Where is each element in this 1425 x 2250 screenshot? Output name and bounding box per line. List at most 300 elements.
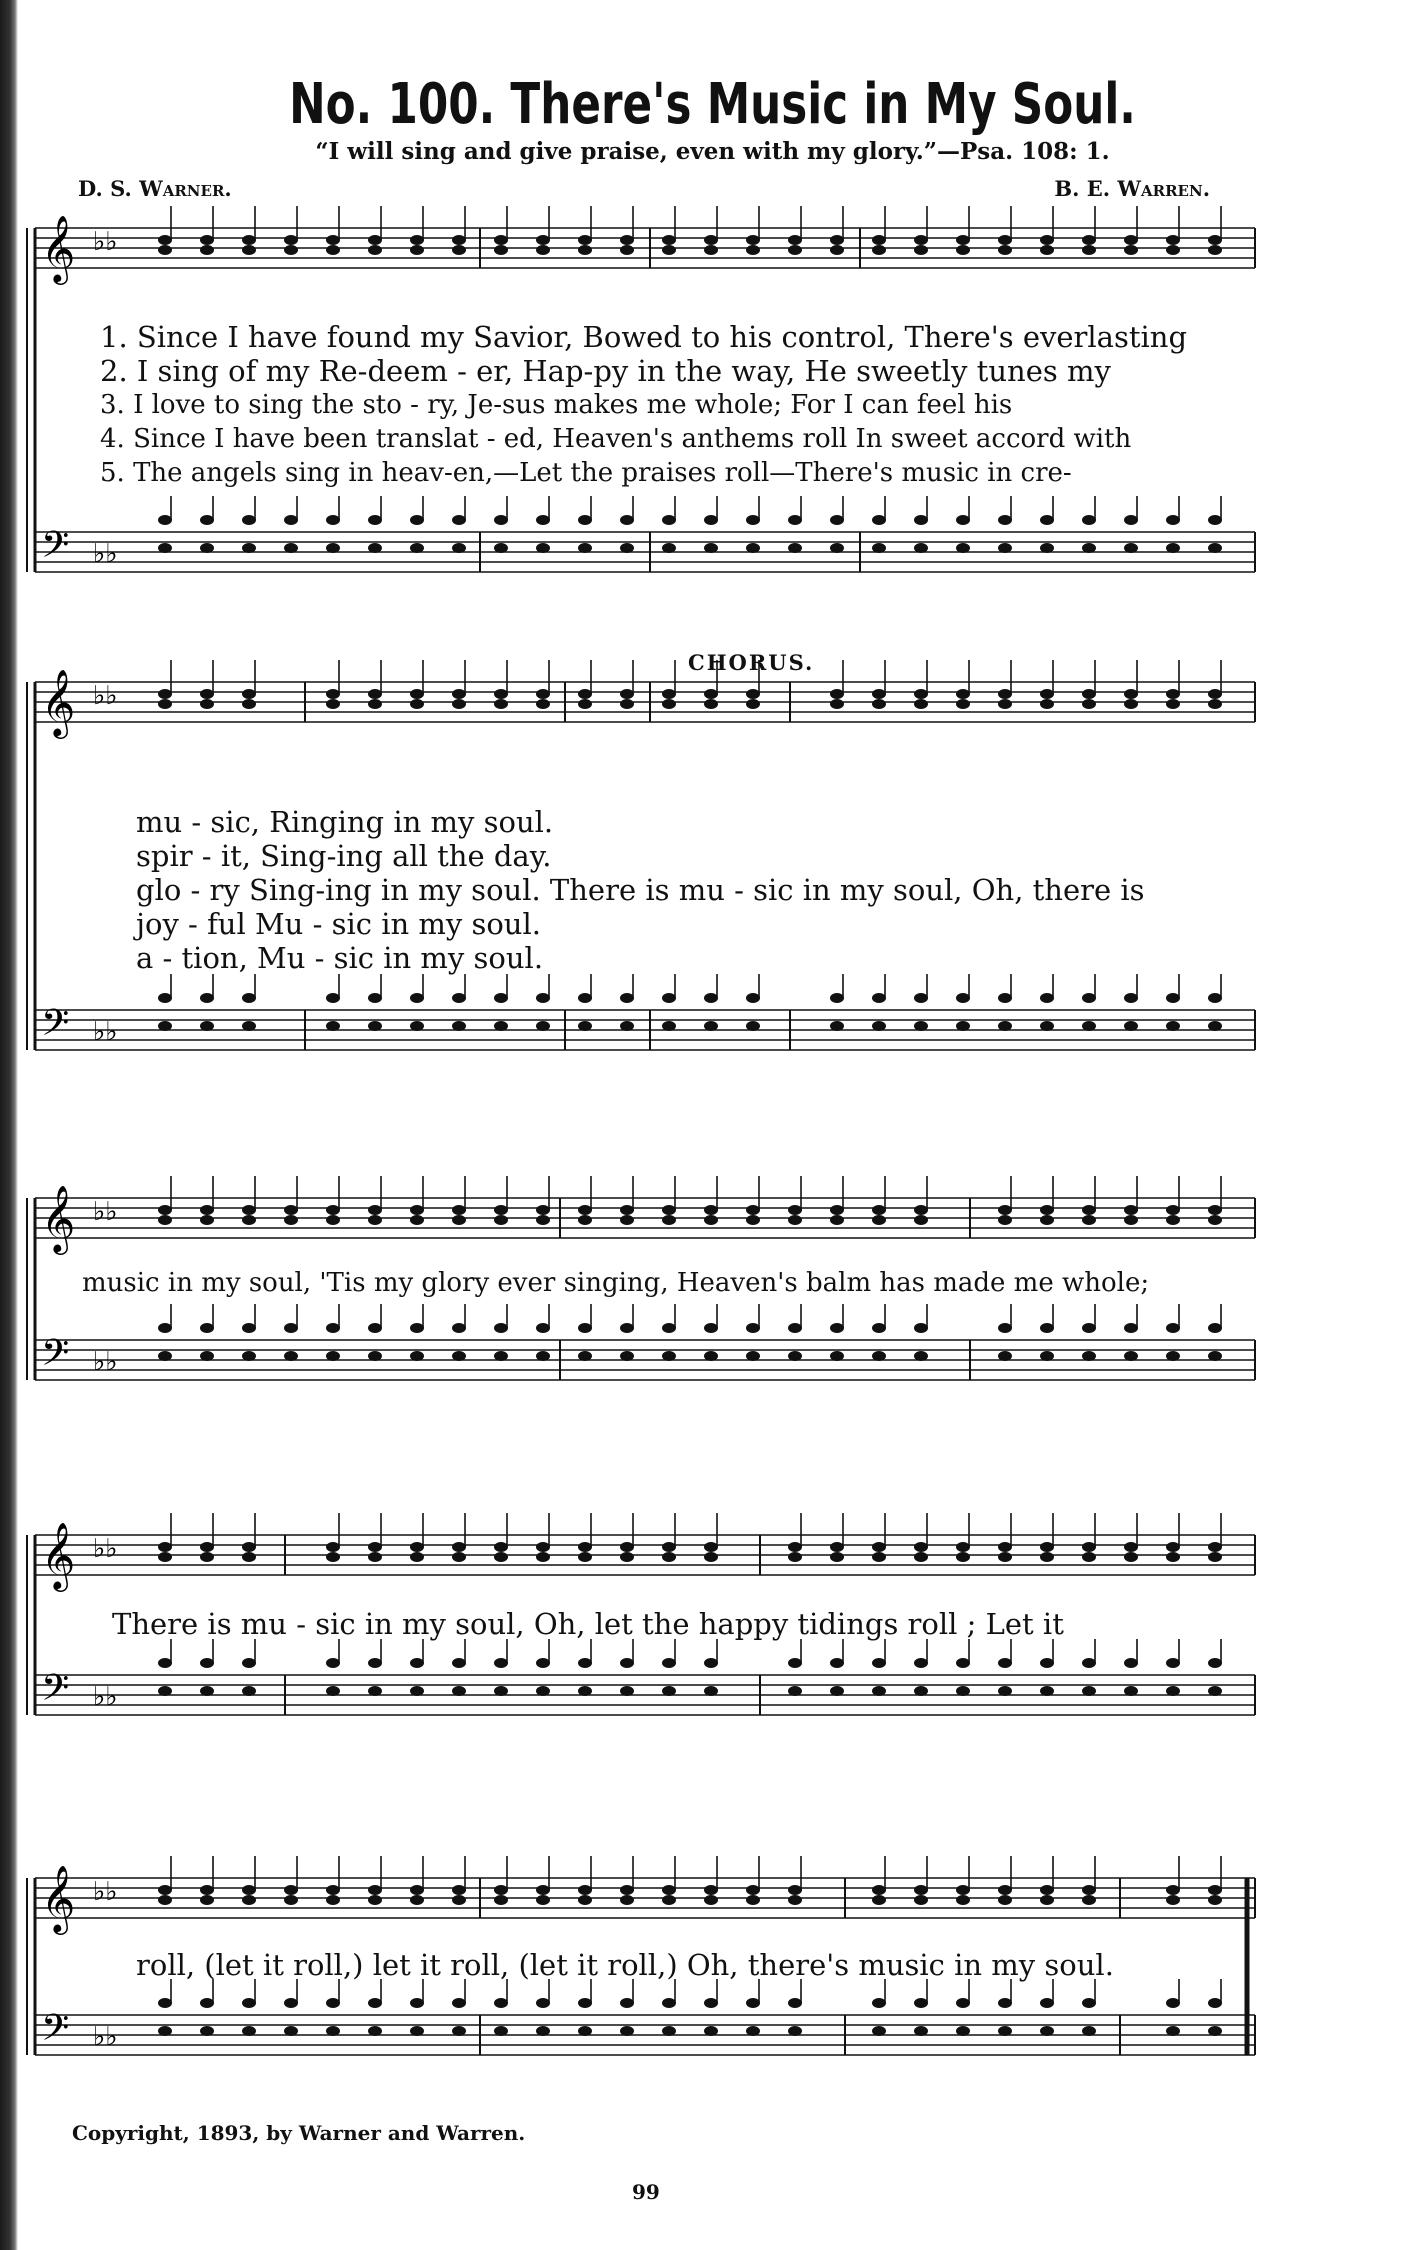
note-head xyxy=(1082,235,1096,245)
note-head xyxy=(662,993,676,1003)
note-head xyxy=(1040,1542,1054,1552)
note-head xyxy=(158,1686,172,1696)
note-head xyxy=(704,1205,718,1215)
note-head xyxy=(1082,1686,1096,1696)
note-head xyxy=(1082,993,1096,1003)
note-head xyxy=(830,235,844,245)
note-head xyxy=(1124,1205,1138,1215)
note-head xyxy=(536,2026,550,2036)
hymn-title: No. 100. There's Music in My Soul. xyxy=(289,72,1136,137)
note-head xyxy=(620,1323,634,1333)
bass-clef-icon: 𝄢 xyxy=(41,1332,70,1383)
flat-signature-icon: ♭♭ xyxy=(93,1347,118,1377)
note-head xyxy=(284,1885,298,1895)
note-head xyxy=(1166,1542,1180,1552)
note-head xyxy=(536,699,550,709)
note-head xyxy=(662,1021,676,1031)
note-head xyxy=(494,699,508,709)
note-head xyxy=(494,2026,508,2036)
note-head xyxy=(452,2026,466,2036)
verse-5-line-1: 5. The angels sing in heav-en,—Let the praises roll—There's music in cre- xyxy=(100,458,1072,488)
note-head xyxy=(536,245,550,255)
note-head xyxy=(956,1021,970,1031)
note-head xyxy=(1040,1686,1054,1696)
note-head xyxy=(410,1323,424,1333)
note-head xyxy=(326,1215,340,1225)
note-head xyxy=(578,1542,592,1552)
verse-4-line-2: joy - ful Mu - sic in my soul. xyxy=(136,907,541,941)
note-head xyxy=(536,515,550,525)
note-head xyxy=(1208,1658,1222,1668)
note-head xyxy=(788,1686,802,1696)
note-head xyxy=(704,1351,718,1361)
note-head xyxy=(1166,235,1180,245)
note-head xyxy=(662,1686,676,1696)
note-head xyxy=(998,1885,1012,1895)
note-head xyxy=(1124,1021,1138,1031)
note-head xyxy=(662,1658,676,1668)
note-head xyxy=(914,1552,928,1562)
note-head xyxy=(872,699,886,709)
note-head xyxy=(620,1351,634,1361)
note-head xyxy=(1040,235,1054,245)
note-head xyxy=(242,245,256,255)
note-head xyxy=(410,1021,424,1031)
note-head xyxy=(620,1895,634,1905)
note-head xyxy=(200,515,214,525)
note-head xyxy=(1082,1885,1096,1895)
copyright-notice: Copyright, 1893, by Warner and Warren. xyxy=(72,2121,526,2145)
note-head xyxy=(284,235,298,245)
note-head xyxy=(872,1895,886,1905)
note-head xyxy=(830,1021,844,1031)
note-head xyxy=(494,1215,508,1225)
flat-signature-icon: ♭♭ xyxy=(93,2022,118,2052)
note-head xyxy=(914,2026,928,2036)
note-head xyxy=(746,543,760,553)
note-head xyxy=(536,1351,550,1361)
note-head xyxy=(872,993,886,1003)
note-head xyxy=(578,245,592,255)
composer-credit: B. E. Warren. xyxy=(1054,176,1210,201)
treble-clef-icon: 𝄞 xyxy=(41,1184,76,1252)
note-head xyxy=(326,515,340,525)
verse-2-line-1: 2. I sing of my Re-deem - er, Hap-py in the way, He sweetly tunes my xyxy=(100,354,1111,388)
note-head xyxy=(578,1658,592,1668)
note-head xyxy=(410,1885,424,1895)
note-head xyxy=(956,1998,970,2008)
note-head xyxy=(1040,1323,1054,1333)
flat-signature-icon: ♭♭ xyxy=(93,1197,118,1227)
note-head xyxy=(494,1552,508,1562)
note-head xyxy=(1124,1658,1138,1668)
note-head xyxy=(284,1323,298,1333)
bass-clef-icon: 𝄢 xyxy=(41,2007,70,2058)
note-head xyxy=(662,2026,676,2036)
note-head xyxy=(368,1895,382,1905)
verse-2-line-2: spir - it, Sing-ing all the day. xyxy=(136,839,552,873)
note-head xyxy=(788,1552,802,1562)
note-head xyxy=(452,245,466,255)
note-head xyxy=(494,1021,508,1031)
note-head xyxy=(368,1323,382,1333)
note-head xyxy=(1124,543,1138,553)
note-head xyxy=(536,1021,550,1031)
note-head xyxy=(452,993,466,1003)
note-head xyxy=(578,1686,592,1696)
note-head xyxy=(872,1686,886,1696)
note-head xyxy=(326,1885,340,1895)
note-head xyxy=(158,515,172,525)
note-head xyxy=(452,1998,466,2008)
note-head xyxy=(872,2026,886,2036)
note-head xyxy=(158,2026,172,2036)
note-head xyxy=(830,1552,844,1562)
note-head xyxy=(704,993,718,1003)
note-head xyxy=(1208,1542,1222,1552)
verse-3-line-1: 3. I love to sing the sto - ry, Je-sus makes me whole; For I can feel his xyxy=(100,390,1013,420)
note-head xyxy=(326,699,340,709)
note-head xyxy=(242,699,256,709)
note-head xyxy=(704,1323,718,1333)
note-head xyxy=(746,1215,760,1225)
note-head xyxy=(704,1658,718,1668)
note-head xyxy=(494,993,508,1003)
note-head xyxy=(200,1998,214,2008)
chorus-line-3: roll, (let it roll,) let it roll, (let it roll,) Oh, there's music in my soul. xyxy=(136,1948,1114,1982)
note-head xyxy=(368,2026,382,2036)
note-head xyxy=(158,1215,172,1225)
note-head xyxy=(494,1542,508,1552)
note-head xyxy=(494,515,508,525)
flat-signature-icon: ♭♭ xyxy=(93,1877,118,1907)
note-head xyxy=(200,1351,214,1361)
note-head xyxy=(914,235,928,245)
note-head xyxy=(1040,1205,1054,1215)
note-head xyxy=(368,1021,382,1031)
flat-signature-icon: ♭♭ xyxy=(93,1534,118,1564)
treble-clef-icon: 𝄞 xyxy=(41,668,76,736)
note-head xyxy=(830,515,844,525)
note-head xyxy=(284,1215,298,1225)
note-head xyxy=(620,1542,634,1552)
note-head xyxy=(158,1552,172,1562)
note-head xyxy=(1208,689,1222,699)
note-head xyxy=(704,2026,718,2036)
note-head xyxy=(620,1658,634,1668)
note-head xyxy=(830,689,844,699)
note-head xyxy=(998,1021,1012,1031)
note-head xyxy=(536,543,550,553)
note-head xyxy=(1166,1323,1180,1333)
note-head xyxy=(620,1552,634,1562)
note-head xyxy=(410,689,424,699)
note-head xyxy=(536,1895,550,1905)
note-head xyxy=(410,1542,424,1552)
note-head xyxy=(284,245,298,255)
note-head xyxy=(662,1323,676,1333)
note-head xyxy=(284,2026,298,2036)
note-head xyxy=(1082,689,1096,699)
note-head xyxy=(368,245,382,255)
note-head xyxy=(536,1205,550,1215)
note-head xyxy=(452,235,466,245)
note-head xyxy=(158,1885,172,1895)
note-head xyxy=(368,1542,382,1552)
note-head xyxy=(998,689,1012,699)
note-head xyxy=(662,1351,676,1361)
note-head xyxy=(494,1658,508,1668)
note-head xyxy=(704,699,718,709)
note-head xyxy=(1208,1021,1222,1031)
note-head xyxy=(158,699,172,709)
note-head xyxy=(1166,689,1180,699)
treble-clef-icon: 𝄞 xyxy=(41,1521,76,1589)
note-head xyxy=(410,1552,424,1562)
note-head xyxy=(200,993,214,1003)
note-head xyxy=(746,245,760,255)
note-head xyxy=(830,1658,844,1668)
bass-clef-icon: 𝄢 xyxy=(41,524,70,575)
flat-signature-icon: ♭♭ xyxy=(93,681,118,711)
note-head xyxy=(998,235,1012,245)
note-head xyxy=(326,2026,340,2036)
note-head xyxy=(620,515,634,525)
note-head xyxy=(284,1205,298,1215)
note-head xyxy=(956,515,970,525)
note-head xyxy=(578,1323,592,1333)
note-head xyxy=(788,1215,802,1225)
note-head xyxy=(914,245,928,255)
note-head xyxy=(872,1998,886,2008)
note-head xyxy=(1040,1895,1054,1905)
note-head xyxy=(788,235,802,245)
flat-signature-icon: ♭♭ xyxy=(93,227,118,257)
note-head xyxy=(242,1895,256,1905)
note-head xyxy=(914,1885,928,1895)
note-head xyxy=(662,515,676,525)
note-head xyxy=(620,699,634,709)
note-head xyxy=(452,1885,466,1895)
note-head xyxy=(200,1323,214,1333)
note-head xyxy=(998,1686,1012,1696)
note-head xyxy=(578,993,592,1003)
note-head xyxy=(242,1215,256,1225)
note-head xyxy=(914,1215,928,1225)
note-head xyxy=(326,1542,340,1552)
note-head xyxy=(1040,1021,1054,1031)
note-head xyxy=(1208,543,1222,553)
note-head xyxy=(662,1895,676,1905)
note-head xyxy=(494,1885,508,1895)
note-head xyxy=(200,543,214,553)
note-head xyxy=(1082,543,1096,553)
note-head xyxy=(704,543,718,553)
note-head xyxy=(452,1351,466,1361)
note-head xyxy=(452,689,466,699)
note-head xyxy=(1208,515,1222,525)
note-head xyxy=(158,993,172,1003)
note-head xyxy=(578,1205,592,1215)
note-head xyxy=(1208,1351,1222,1361)
note-head xyxy=(830,1323,844,1333)
note-head xyxy=(914,1205,928,1215)
note-head xyxy=(326,1323,340,1333)
note-head xyxy=(452,1542,466,1552)
note-head xyxy=(1166,1205,1180,1215)
note-head xyxy=(200,1895,214,1905)
note-head xyxy=(452,1323,466,1333)
note-head xyxy=(494,1998,508,2008)
note-head xyxy=(1040,689,1054,699)
note-head xyxy=(242,1885,256,1895)
chorus-line-1: music in my soul, 'Tis my glory ever singing, Heaven's balm has made me whole; xyxy=(82,1268,1150,1298)
note-head xyxy=(1082,1542,1096,1552)
note-head xyxy=(1082,1021,1096,1031)
note-head xyxy=(662,245,676,255)
note-head xyxy=(956,1885,970,1895)
note-head xyxy=(242,993,256,1003)
note-head xyxy=(494,689,508,699)
note-head xyxy=(1208,1215,1222,1225)
note-head xyxy=(158,1205,172,1215)
note-head xyxy=(746,1323,760,1333)
note-head xyxy=(1208,1205,1222,1215)
note-head xyxy=(368,689,382,699)
note-head xyxy=(242,515,256,525)
note-head xyxy=(578,1552,592,1562)
note-head xyxy=(830,699,844,709)
note-head xyxy=(662,1542,676,1552)
note-head xyxy=(1166,2026,1180,2036)
note-head xyxy=(788,1323,802,1333)
note-head xyxy=(410,1205,424,1215)
note-head xyxy=(200,1205,214,1215)
note-head xyxy=(1040,1658,1054,1668)
note-head xyxy=(1124,1351,1138,1361)
note-head xyxy=(578,1021,592,1031)
note-head xyxy=(956,1658,970,1668)
note-head xyxy=(914,1895,928,1905)
note-head xyxy=(410,1686,424,1696)
note-head xyxy=(1124,515,1138,525)
note-head xyxy=(746,235,760,245)
note-head xyxy=(746,515,760,525)
note-head xyxy=(536,1686,550,1696)
note-head xyxy=(578,1895,592,1905)
note-head xyxy=(200,1686,214,1696)
note-head xyxy=(1082,515,1096,525)
note-head xyxy=(1040,1885,1054,1895)
note-head xyxy=(1040,2026,1054,2036)
note-head xyxy=(998,245,1012,255)
note-head xyxy=(1082,1323,1096,1333)
note-head xyxy=(200,1542,214,1552)
note-head xyxy=(1124,1686,1138,1696)
note-head xyxy=(1208,699,1222,709)
note-head xyxy=(1208,993,1222,1003)
note-head xyxy=(242,543,256,553)
note-head xyxy=(788,1885,802,1895)
note-head xyxy=(578,689,592,699)
note-head xyxy=(536,993,550,1003)
note-head xyxy=(494,245,508,255)
note-head xyxy=(914,993,928,1003)
note-head xyxy=(368,1552,382,1562)
note-head xyxy=(410,993,424,1003)
bass-clef-icon: 𝄢 xyxy=(41,1667,70,1718)
note-head xyxy=(326,1552,340,1562)
note-head xyxy=(830,1205,844,1215)
note-head xyxy=(956,689,970,699)
note-head xyxy=(368,515,382,525)
note-head xyxy=(242,1351,256,1361)
lyricist-credit: D. S. Warner. xyxy=(78,176,232,201)
note-head xyxy=(494,1323,508,1333)
note-head xyxy=(788,1205,802,1215)
note-head xyxy=(1040,1215,1054,1225)
note-head xyxy=(410,543,424,553)
note-head xyxy=(956,543,970,553)
note-head xyxy=(830,1215,844,1225)
note-head xyxy=(620,1686,634,1696)
note-head xyxy=(410,515,424,525)
note-head xyxy=(536,235,550,245)
note-head xyxy=(1040,993,1054,1003)
note-head xyxy=(620,1205,634,1215)
note-head xyxy=(956,245,970,255)
note-head xyxy=(1124,1552,1138,1562)
note-head xyxy=(368,235,382,245)
note-head xyxy=(494,1205,508,1215)
note-head xyxy=(704,1021,718,1031)
note-head xyxy=(578,699,592,709)
note-head xyxy=(788,1895,802,1905)
note-head xyxy=(1082,1895,1096,1905)
note-head xyxy=(1040,1552,1054,1562)
note-head xyxy=(872,1323,886,1333)
note-head xyxy=(368,1351,382,1361)
note-head xyxy=(998,1351,1012,1361)
note-head xyxy=(1082,699,1096,709)
note-head xyxy=(536,1658,550,1668)
note-head xyxy=(1166,699,1180,709)
note-head xyxy=(1208,1895,1222,1905)
note-head xyxy=(536,1885,550,1895)
note-head xyxy=(872,1021,886,1031)
note-head xyxy=(956,699,970,709)
note-head xyxy=(284,1998,298,2008)
note-head xyxy=(200,699,214,709)
note-head xyxy=(1208,2026,1222,2036)
note-head xyxy=(242,1552,256,1562)
note-head xyxy=(788,1351,802,1361)
note-head xyxy=(200,689,214,699)
note-head xyxy=(200,2026,214,2036)
note-head xyxy=(410,235,424,245)
note-head xyxy=(746,699,760,709)
note-head xyxy=(326,1998,340,2008)
note-head xyxy=(200,1885,214,1895)
note-head xyxy=(998,1323,1012,1333)
note-head xyxy=(746,1885,760,1895)
note-head xyxy=(326,689,340,699)
note-head xyxy=(620,235,634,245)
note-head xyxy=(452,1686,466,1696)
note-head xyxy=(1166,1552,1180,1562)
note-head xyxy=(998,699,1012,709)
note-head xyxy=(998,993,1012,1003)
